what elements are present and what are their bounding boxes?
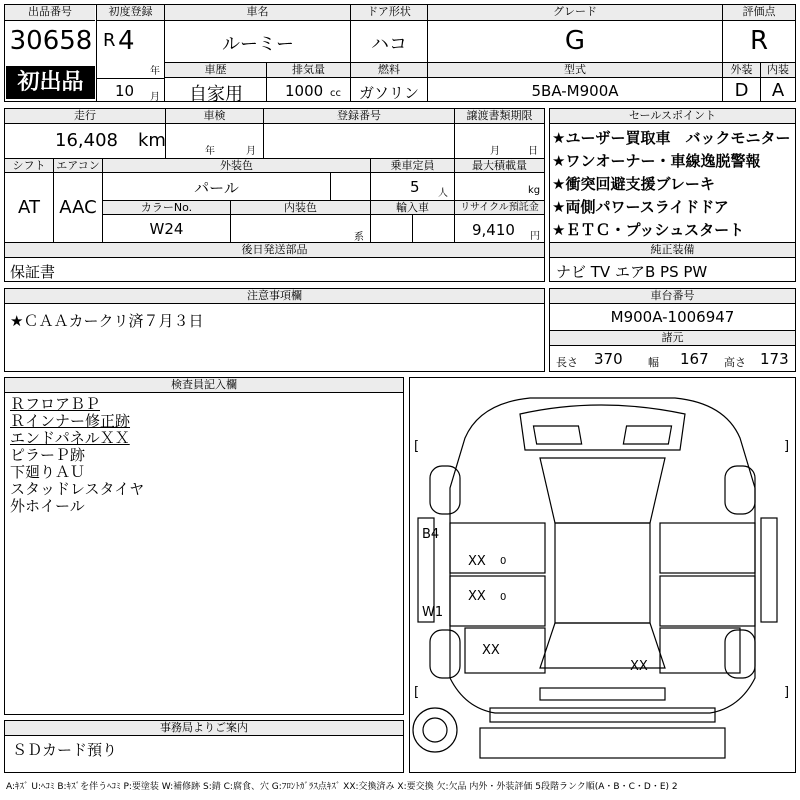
capacity-label: 乗車定員 (371, 159, 454, 173)
inspector-lines (10, 396, 400, 515)
car-name-label: 車名 (165, 5, 350, 21)
mark-xx-front-door: XX (468, 554, 486, 569)
sales-point-item: ★ＥＴＣ・プッシュスタート (552, 221, 745, 239)
int-color-unit: 系 (354, 232, 364, 243)
int-color-label: 内装色 (231, 201, 370, 215)
first-reg-label: 初度登録 (97, 5, 164, 21)
sales-point-item: ★衝突回避支援ブレーキ (552, 175, 715, 193)
office-label: 事務局よりご案内 (5, 721, 403, 736)
exterior-score: D (734, 80, 749, 101)
capacity: 5 (410, 178, 420, 196)
mark-b4: B4 (422, 527, 440, 542)
inspector-line: 下廻りＡＵ (10, 463, 86, 481)
cc-unit: cc (330, 88, 341, 99)
notes-text: ★ＣＡＡカークリ済７月３日 (10, 312, 204, 330)
recycle-fee: 9,410 (472, 221, 515, 239)
chassis-label: 車台番号 (550, 289, 795, 304)
interior-label: 内装 (761, 63, 795, 78)
inspector-line: 外ホイール (10, 497, 85, 515)
inspector-line: ＲフロアＢＰ (10, 395, 101, 413)
grade-label: グレード (428, 5, 722, 21)
lot-number: 30658 (9, 26, 93, 56)
ext-color: パール (194, 179, 239, 197)
insp-year-unit: 年 (205, 146, 215, 157)
office-text: ＳＤカード預り (12, 741, 118, 759)
first-listing-badge: 初出品 (6, 66, 95, 99)
inspector-line: Ｒインナー修正跡 (10, 412, 131, 430)
grade: G (564, 26, 586, 56)
transfer-label: 譲渡書類期限 (455, 109, 544, 124)
mark-xx-rear-quarter: XX (482, 643, 500, 658)
inspector-line: スタッドレスタイヤ (10, 480, 145, 498)
mark-w1: W1 (422, 605, 444, 620)
transfer-month-unit: 月 (490, 146, 500, 157)
recycle-label: リサイクル預託金 (455, 201, 544, 215)
lot-label: 出品番号 (5, 5, 95, 21)
score: R (749, 26, 769, 56)
equipment-label: 純正装備 (550, 243, 795, 258)
chassis-number: M900A-1006947 (610, 308, 735, 326)
inspector-line: ピラーＰ跡 (10, 446, 86, 464)
sales-points-label: セールスポイント (550, 109, 795, 124)
reg-month: 10 (115, 82, 135, 100)
inspection-label: 車検 (166, 109, 263, 124)
wheel-front-left (430, 466, 460, 514)
inspector-label: 検査員記入欄 (5, 378, 403, 393)
score-label: 評価点 (723, 5, 795, 21)
displacement-label: 排気量 (267, 63, 350, 78)
month-unit: 月 (150, 92, 160, 103)
reg-year: 4 (118, 26, 135, 56)
later-parts: 保証書 (10, 263, 56, 281)
exterior-label: 外装 (723, 63, 760, 78)
mark-xx-rear-panel: XX (630, 659, 648, 674)
kg-unit: kg (528, 185, 541, 196)
svg-text:]: ] (784, 439, 790, 454)
fuel: ガソリン (358, 84, 419, 102)
mark-0-front-door: 0 (500, 556, 507, 567)
model-label: 型式 (428, 63, 722, 78)
fuel-label: 燃料 (351, 63, 427, 78)
transfer-day-unit: 日 (528, 146, 538, 157)
yen-unit: 円 (530, 231, 540, 242)
color-no: W24 (149, 220, 184, 238)
interior-score: A (771, 80, 785, 101)
equipment: ナビ TV エアB PS PW (556, 263, 708, 281)
spare-tire (413, 708, 457, 752)
width: 167 (680, 350, 709, 368)
sales-point-item: ★ユーザー買取車 バックモニター (552, 129, 791, 147)
svg-text:]: ] (784, 685, 790, 700)
mark-xx-rear-door: XX (468, 589, 486, 604)
door-type: ハコ (371, 34, 407, 55)
ext-color-label: 外装色 (103, 159, 370, 173)
mileage: 16,408 (55, 130, 118, 151)
damage-code-legend: A:ｷｽﾞ U:ﾍｺﾐ B:ｷｽﾞを伴うﾍｺﾐ P:要塗装 W:補修跡 S:錆 C:腐食、穴 G:ﾌﾛﾝﾄｶﾞﾗｽ点ｷｽﾞ XX:交換済み X:要交換 欠:欠品 内外・外装評価 5段階ランク順(A・B・C・D・E) 2 (6, 782, 678, 792)
later-parts-label: 後日発送部品 (5, 243, 544, 258)
height-label: 高さ (724, 356, 746, 369)
door-label: ドア形状 (351, 5, 427, 21)
shift: AT (18, 197, 40, 218)
notes-label: 注意事項欄 (5, 289, 544, 304)
brackets-left: [ (414, 439, 420, 454)
car-diagram (410, 378, 795, 772)
import-label: 輸入車 (371, 201, 454, 215)
mark-0-rear-door: 0 (500, 592, 507, 603)
mileage-label: 走行 (5, 109, 165, 124)
era: R (103, 30, 116, 51)
history-label: 車歴 (165, 63, 266, 78)
model-code: 5BA-M900A (531, 82, 619, 100)
height: 173 (760, 350, 789, 368)
displacement: 1000 (285, 82, 324, 100)
insp-month-unit: 月 (246, 146, 256, 157)
wheel-rear-left (430, 630, 460, 678)
max-load-label: 最大積載量 (455, 159, 544, 173)
km-unit: km (138, 130, 166, 151)
shift-label: シフト (5, 159, 53, 173)
svg-text:[: [ (414, 685, 420, 700)
length: 370 (594, 350, 623, 368)
ac-label: エアコン (54, 159, 102, 173)
length-label: 長さ (556, 356, 578, 369)
air-conditioner: AAC (59, 197, 97, 218)
inspector-line: エンドパネルＸＸ (10, 429, 130, 447)
dims-label: 諸元 (550, 331, 795, 346)
year-unit: 年 (150, 66, 160, 77)
reg-no-label: 登録番号 (264, 109, 454, 124)
color-no-label: カラーNo. (103, 201, 230, 215)
sales-point-item: ★ワンオーナー・車線逸脱警報 (552, 152, 761, 170)
sales-point-item: ★両側パワースライドドア (552, 198, 729, 216)
car-history: 自家用 (189, 84, 243, 105)
width-label: 幅 (648, 356, 659, 369)
car-name: ルーミー (222, 34, 294, 55)
capacity-unit: 人 (438, 188, 448, 199)
